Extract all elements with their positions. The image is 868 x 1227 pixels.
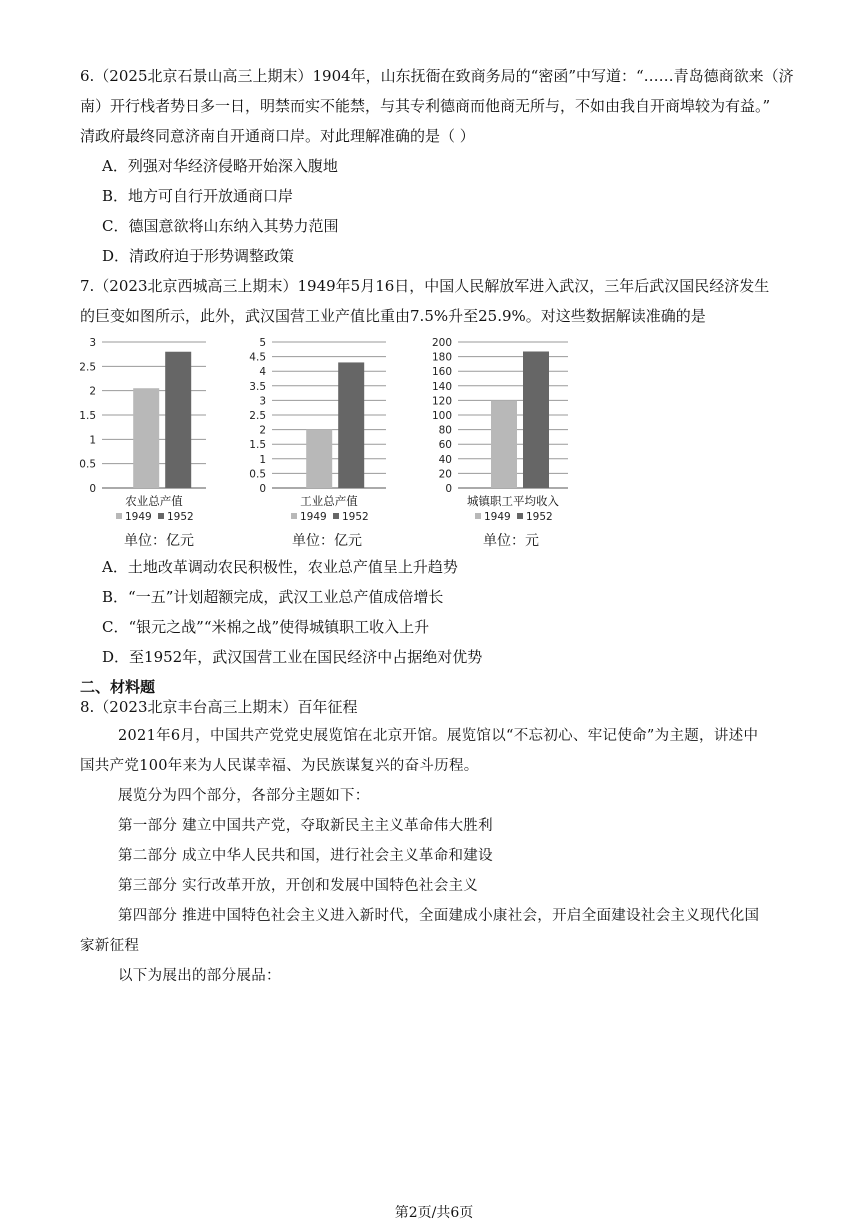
bar-1952 [165, 352, 191, 488]
chart-unit-label: 单位：元 [483, 533, 539, 549]
y-tick-label: 1 [89, 434, 96, 447]
chart-agriculture-output [78, 334, 228, 532]
y-tick-label: 140 [431, 380, 452, 393]
y-tick-label: 3 [259, 395, 266, 408]
y-tick-label: 0 [259, 483, 266, 495]
material-paragraph-1b: 国共产党100年来为人民谋幸福、为民族谋复兴的奋斗历程。 [80, 758, 479, 774]
bar-1952 [523, 351, 549, 488]
y-tick-label: 4.5 [249, 351, 266, 364]
section-heading: 二、材料题 [80, 678, 156, 696]
bar-1949 [133, 388, 159, 488]
bar-1949 [491, 400, 517, 488]
y-tick-label: 20 [438, 468, 452, 481]
legend-swatch [291, 513, 297, 519]
chart-unit-label: 单位：亿元 [292, 533, 362, 549]
legend-swatch [475, 513, 481, 519]
q7-stem-line1: 7.（2023北京西城高三上期末）1949年5月16日，中国人民解放军进入武汉，三年后武汉国民经济发生 [80, 277, 770, 295]
material-paragraph-1a: 2021年6月，中国共产党党史展览馆在北京开馆。展览馆以“不忘初心、牢记使命”为主题，讲述中 [118, 728, 759, 744]
y-tick-label: 1 [259, 453, 266, 466]
y-tick-label: 1.5 [249, 439, 266, 452]
q6-option-b[interactable]: B．地方可自行开放通商口岸 [102, 187, 294, 205]
y-tick-label: 5 [259, 337, 266, 349]
page-footer: 第2页/共6页 [394, 1205, 474, 1221]
x-category-label: 农业总产值 [125, 494, 183, 508]
y-tick-label: 3.5 [249, 380, 266, 393]
legend-label: 1949 [484, 511, 511, 523]
material-part-1: 第一部分 建立中国共产党，夺取新民主主义革命伟大胜利 [118, 818, 493, 834]
x-category-label: 城镇职工平均收入 [467, 494, 559, 508]
y-tick-label: 40 [438, 453, 452, 466]
x-category-label: 工业总产值 [300, 494, 358, 508]
q7-option-a[interactable]: A．土地改革调动农民积极性，农业总产值呈上升趋势 [102, 558, 458, 576]
chart-industry-output [248, 334, 398, 532]
material-part-4b: 家新征程 [80, 938, 140, 954]
y-tick-label: 2 [259, 424, 266, 437]
y-tick-label: 0.5 [79, 458, 96, 471]
q7-option-d[interactable]: D．至1952年，武汉国营工业在国民经济中占据绝对优势 [102, 648, 483, 666]
chart-agriculture-svg [78, 334, 228, 532]
y-tick-label: 0 [445, 483, 452, 495]
legend-label: 1952 [526, 511, 553, 523]
y-tick-label: 60 [438, 439, 452, 452]
legend-label: 1949 [300, 511, 327, 523]
q6-option-c[interactable]: C．德国意欲将山东纳入其势力范围 [102, 217, 339, 235]
y-tick-label: 2 [89, 385, 96, 398]
y-tick-label: 4 [259, 366, 266, 379]
q7-stem-line2: 的巨变如图所示，此外，武汉国营工业产值比重由7.5%升至25.9%。对这些数据解读准确的是 [80, 307, 706, 325]
legend-swatch [333, 513, 339, 519]
legend-label: 1952 [167, 511, 194, 523]
chart-income-svg [420, 334, 580, 532]
chart-urban-income [420, 334, 580, 532]
legend-swatch [517, 513, 523, 519]
chart-industry-svg [248, 334, 398, 532]
q6-stem-line2: 南）开行栈者势日多一日，明禁而实不能禁，与其专利德商而他商无所与，不如由我自开商埠较为有益。” [80, 97, 771, 115]
q6-option-d[interactable]: D．清政府迫于形势调整政策 [102, 247, 295, 265]
material-paragraph-3: 以下为展出的部分展品： [118, 968, 281, 984]
bar-1949 [306, 430, 332, 488]
q7-option-c[interactable]: C．“银元之战”“米棉之战”使得城镇职工收入上升 [102, 618, 430, 636]
y-tick-label: 0 [89, 483, 96, 495]
legend-label: 1952 [342, 511, 369, 523]
y-tick-label: 120 [431, 395, 452, 408]
y-tick-label: 100 [431, 410, 452, 422]
bar-1952 [338, 362, 364, 488]
y-tick-label: 2.5 [249, 410, 266, 422]
legend-label: 1949 [125, 511, 152, 523]
y-tick-label: 80 [438, 424, 452, 437]
y-tick-label: 160 [431, 366, 452, 379]
q6-stem-line1: 6.（2025北京石景山高三上期末）1904年，山东抚衙在致商务局的“密函”中写道：“……青岛德商欲来（济 [80, 67, 794, 85]
y-tick-label: 3 [89, 337, 96, 349]
material-part-4a: 第四部分 推进中国特色社会主义进入新时代，全面建成小康社会，开启全面建设社会主义现代化国 [118, 908, 760, 924]
y-tick-label: 2.5 [79, 361, 96, 374]
material-part-2: 第二部分 成立中华人民共和国，进行社会主义革命和建设 [118, 848, 493, 864]
legend-swatch [158, 513, 164, 519]
y-tick-label: 180 [431, 351, 452, 364]
legend-swatch [116, 513, 122, 519]
q6-option-a[interactable]: A．列强对华经济侵略开始深入腹地 [102, 157, 338, 175]
q8-title: 8.（2023北京丰台高三上期末）百年征程 [80, 698, 358, 716]
q7-option-b[interactable]: B．“一五”计划超额完成，武汉工业总产值成倍增长 [102, 588, 444, 606]
material-paragraph-2: 展览分为四个部分，各部分主题如下： [118, 788, 370, 804]
y-tick-label: 1.5 [79, 410, 96, 422]
material-part-3: 第三部分 实行改革开放，开创和发展中国特色社会主义 [118, 878, 479, 894]
y-tick-label: 200 [431, 337, 452, 349]
q6-stem-line3: 清政府最终同意济南自开通商口岸。对此理解准确的是（ ） [80, 127, 475, 145]
chart-unit-label: 单位：亿元 [124, 533, 194, 549]
y-tick-label: 0.5 [249, 468, 266, 481]
